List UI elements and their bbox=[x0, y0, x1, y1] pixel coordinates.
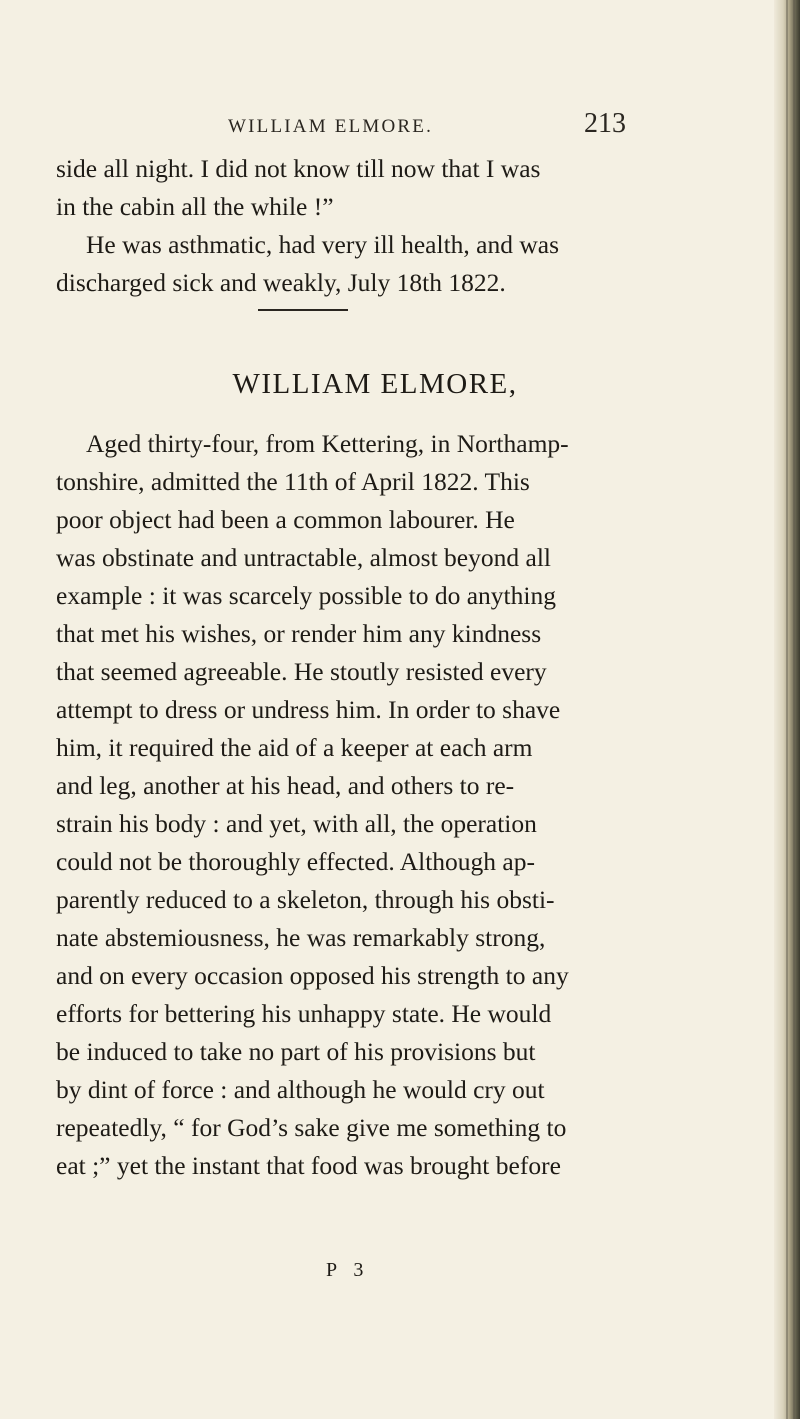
text-line: discharged sick and weakly, July 18th 1822. bbox=[56, 268, 506, 297]
text-line: He was asthmatic, had very ill health, and was bbox=[86, 230, 560, 259]
page-edge-line bbox=[793, 0, 795, 1419]
paragraph-continuation bbox=[56, 150, 652, 302]
text-line: Aged thirty-four, from Kettering, in Northamp- bbox=[86, 429, 569, 458]
section-heading: WILLIAM ELMORE, bbox=[232, 368, 518, 400]
text-line: and leg, another at his head, and others to re- bbox=[56, 771, 515, 800]
text-line: could not be thoroughly effected. Although ap- bbox=[56, 847, 535, 876]
text-line: by dint of force : and although he would cry out bbox=[56, 1075, 545, 1104]
text-line: nate abstemiousness, he was remarkably strong, bbox=[56, 923, 546, 952]
text-line: and on every occasion opposed his strength to any bbox=[56, 961, 569, 990]
text-line: him, it required the aid of a keeper at each arm bbox=[56, 733, 533, 762]
section-divider bbox=[258, 309, 348, 311]
page-edge-line bbox=[786, 0, 788, 1419]
text-line: poor object had been a common labourer. He bbox=[56, 505, 515, 534]
text-line: efforts for bettering his unhappy state. He would bbox=[56, 999, 552, 1028]
text-line: that seemed agreeable. He stoutly resisted every bbox=[56, 657, 547, 686]
paragraph-case bbox=[56, 425, 652, 1185]
text-line: side all night. I did not know till now that I was bbox=[56, 154, 541, 183]
text-line: tonshire, admitted the 11th of April 1822. This bbox=[56, 467, 530, 496]
running-title: WILLIAM ELMORE. bbox=[228, 116, 434, 137]
signature-mark: P 3 bbox=[326, 1259, 370, 1281]
text-line: example : it was scarcely possible to do anything bbox=[56, 581, 556, 610]
text-line: be induced to take no part of his provisions but bbox=[56, 1037, 536, 1066]
text-line: eat ;” yet the instant that food was brought before bbox=[56, 1151, 561, 1180]
text-line: parently reduced to a skeleton, through his obsti- bbox=[56, 885, 555, 914]
text-line: attempt to dress or undress him. In order to shave bbox=[56, 695, 561, 724]
text-line: was obstinate and untractable, almost beyond all bbox=[56, 543, 551, 572]
text-line: in the cabin all the while !” bbox=[56, 192, 334, 221]
running-head bbox=[0, 108, 800, 148]
page-number: 213 bbox=[584, 108, 626, 139]
text-line: that met his wishes, or render him any kindness bbox=[56, 619, 542, 648]
text-line: strain his body : and yet, with all, the operation bbox=[56, 809, 537, 838]
text-line: repeatedly, “ for God’s sake give me something to bbox=[56, 1113, 567, 1142]
